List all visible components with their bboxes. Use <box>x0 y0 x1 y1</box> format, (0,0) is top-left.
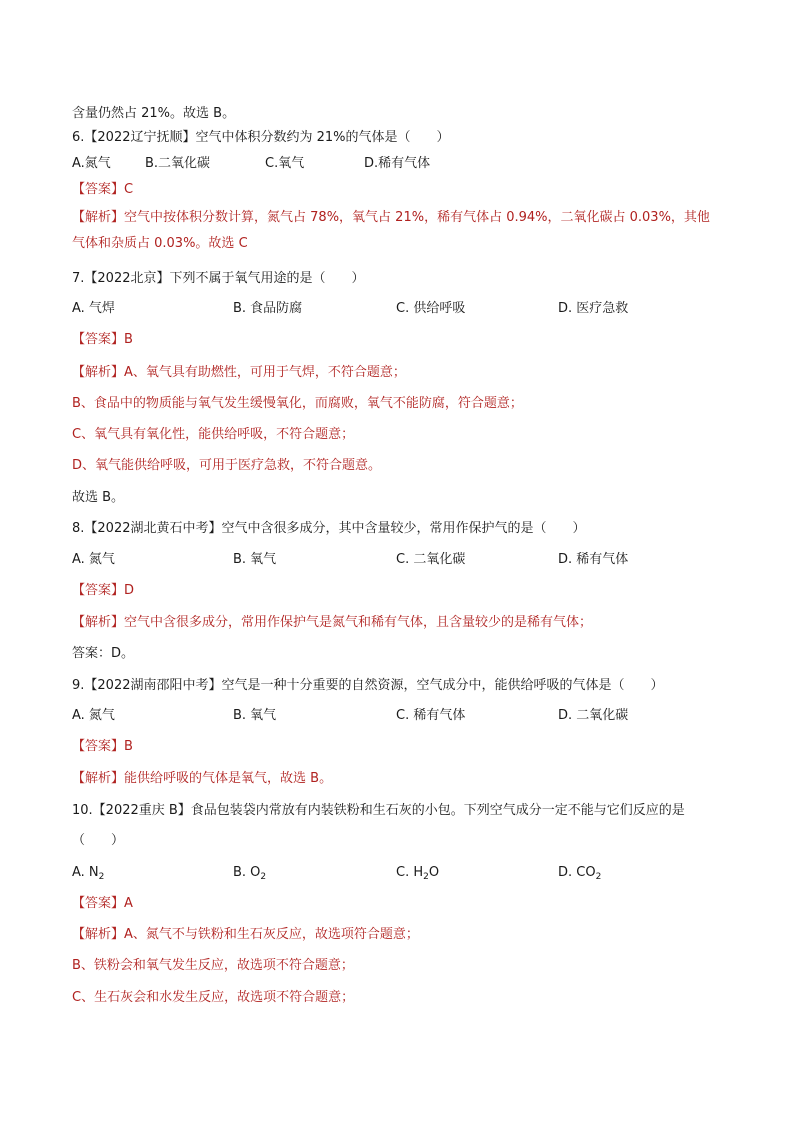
question-7-answer <box>72 331 133 349</box>
question-9-answer <box>72 738 133 756</box>
question-8-answer <box>72 582 134 600</box>
question-7-option-b: B. 食品防腐 <box>233 301 303 316</box>
answer-label: 【答案】 <box>72 332 125 347</box>
question-8-analysis-line-1 <box>72 614 592 632</box>
answer-value: A <box>124 896 133 911</box>
question-8-conclusion: 答案：D。 <box>72 646 135 661</box>
question-10-option-c: C. $H_2O$ <box>396 865 440 882</box>
analysis-text: A、氧气具有助燃性，可用于气焊，不符合题意； <box>124 365 406 380</box>
question-9-option-a: A. 氮气 <box>72 708 115 723</box>
question-10-stem: 10.【2022重庆 B】食品包装袋内常放有内装铁粉和生石灰的小包。下列空气成分一定不能与它们反应的是 <box>72 803 685 818</box>
question-10-answer <box>72 895 133 913</box>
question-10-stem-bracket: （ ） <box>72 833 125 848</box>
analysis-label: 【解析】 <box>72 927 125 942</box>
question-6-analysis-line-2: 气体和杂质占 0.03%。故选 C <box>72 236 248 251</box>
answer-label: 【答案】 <box>72 182 125 197</box>
question-8-option-b: B. 氧气 <box>233 552 277 567</box>
analysis-text: A、氮气不与铁粉和生石灰反应，故选项符合题意； <box>124 927 419 942</box>
question-6-option-b: B.二氧化碳 <box>145 156 211 171</box>
question-9-stem: 9.【2022湖南邵阳中考】空气是一种十分重要的自然资源，空气成分中，能供给呼吸的气体是（ ） <box>72 678 664 693</box>
answer-label: 【答案】 <box>72 583 125 598</box>
analysis-text: 空气中按体积分数计算，氮气占 78%，氧气占 21%，稀有气体占 0.94%，二氧化碳占 0.03%，其他 <box>124 210 710 225</box>
question-7-option-d: D. 医疗急救 <box>558 301 629 316</box>
analysis-label: 【解析】 <box>72 615 125 630</box>
answer-value: D <box>124 583 135 598</box>
question-9-analysis-line-1 <box>72 770 332 788</box>
question-10-analysis-line-1 <box>72 926 419 944</box>
question-8-stem: 8.【2022湖北黄石中考】空气中含很多成分，其中含量较少，常用作保护气的是（ ） <box>72 521 586 536</box>
question-8-option-a: A. 氮气 <box>72 552 115 567</box>
analysis-text: 能供给呼吸的气体是氧气，故选 B。 <box>124 771 333 786</box>
question-7-analysis-line-1 <box>72 364 406 382</box>
question-6-option-d: D.稀有气体 <box>364 156 431 171</box>
question-10-option-d: D. $CO_2$ <box>558 865 602 882</box>
answer-value: C <box>124 182 134 197</box>
question-10-option-a: A. $N_2$ <box>72 865 105 882</box>
question-8-option-d: D. 稀有气体 <box>558 552 629 567</box>
analysis-label: 【解析】 <box>72 771 125 786</box>
analysis-label: 【解析】 <box>72 365 125 380</box>
answer-value: B <box>124 332 133 347</box>
question-7-stem: 7.【2022北京】下列不属于氧气用途的是（ ） <box>72 271 365 286</box>
question-10-analysis-line-2: B、铁粉会和氧气发生反应，故选项不符合题意； <box>72 958 354 973</box>
question-6-answer <box>72 181 133 199</box>
question-7-option-a: A. 气焊 <box>72 301 115 316</box>
question-7-analysis-line-2: B、食品中的物质能与氧气发生缓慢氧化，而腐败，氧气不能防腐，符合题意； <box>72 396 523 411</box>
question-10-option-b: B. $O_2$ <box>233 865 267 882</box>
question-9-option-c: C. 稀有气体 <box>396 708 466 723</box>
question-7-option-c: C. 供给呼吸 <box>396 301 466 316</box>
intro-text: 含量仍然占 21%。故选 B。 <box>72 106 236 121</box>
question-6-option-c: C.氧气 <box>265 156 305 171</box>
question-6-option-a: A.氮气 <box>72 156 111 171</box>
question-7-analysis-line-3: C、氧气具有氧化性，能供给呼吸，不符合题意； <box>72 427 355 442</box>
question-10-analysis-line-3: C、生石灰会和水发生反应，故选项不符合题意； <box>72 990 355 1005</box>
question-7-analysis-line-4: D、氧气能供给呼吸，可用于医疗急救，不符合题意。 <box>72 458 382 473</box>
question-7-conclusion: 故选 B。 <box>72 490 125 505</box>
analysis-text: 空气中含很多成分，常用作保护气是氮气和稀有气体，且含量较少的是稀有气体； <box>124 615 593 630</box>
question-9-option-d: D. 二氧化碳 <box>558 708 629 723</box>
answer-value: B <box>124 739 133 754</box>
question-6-analysis-line-1 <box>72 209 710 227</box>
question-6-stem: 6.【2022辽宁抚顺】空气中体积分数约为 21%的气体是（ ） <box>72 130 450 145</box>
question-9-option-b: B. 氧气 <box>233 708 277 723</box>
analysis-label: 【解析】 <box>72 210 125 225</box>
answer-label: 【答案】 <box>72 896 125 911</box>
question-8-option-c: C. 二氧化碳 <box>396 552 466 567</box>
answer-label: 【答案】 <box>72 739 125 754</box>
